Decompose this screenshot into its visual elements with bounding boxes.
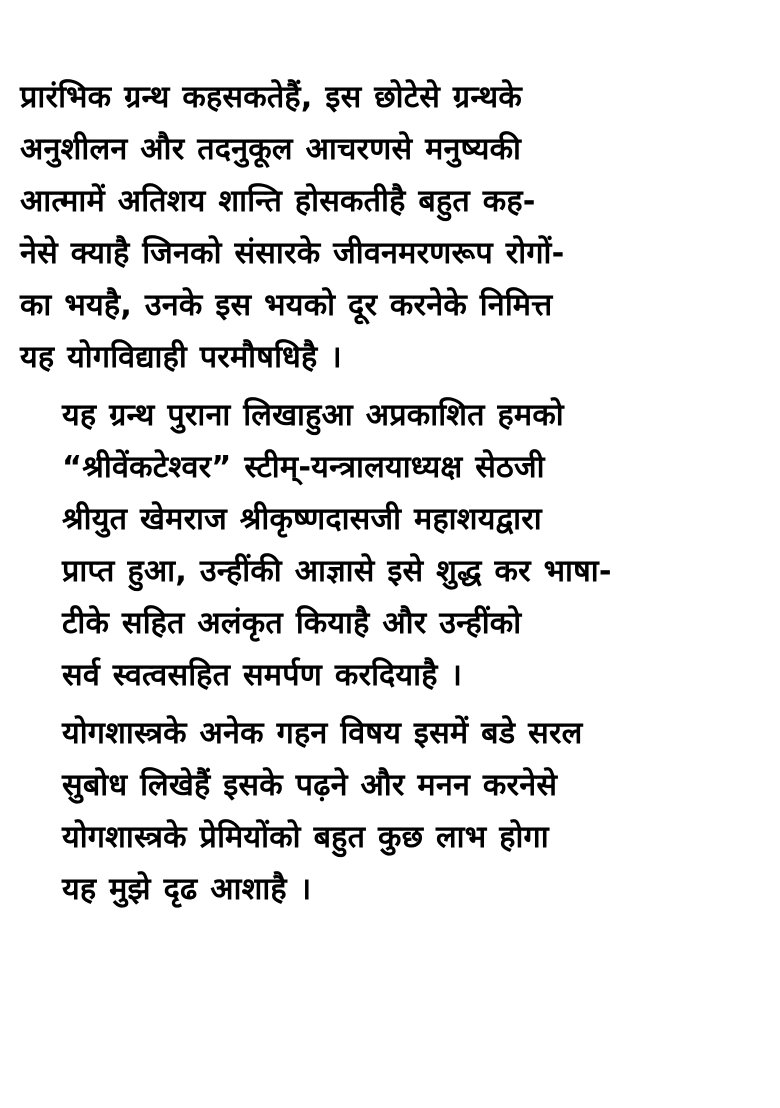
text-line: श्रीयुत खेमराज श्रीकृष्णदासजी महाशयद्वारा: [62, 502, 542, 537]
paragraph: [20, 390, 756, 702]
text-line: टीके सहित अलंकृत कियाहै और उन्हींको: [62, 606, 522, 641]
text-line: सुबोध लिखेहैं इसके पढ़ने और मनन करनेसे: [62, 768, 558, 803]
paragraph: [20, 72, 756, 384]
text-line: अनुशीलन और तदनुकूल आचरणसे मनुष्यकी: [20, 132, 522, 167]
text-line: सर्व स्वत्वसहित समर्पण करदियाहै ।: [62, 658, 463, 693]
text-line: यह योगविद्याही परमौषधिहै ।: [20, 340, 342, 375]
text-line: योगशास्त्रके प्रेमियोंको बहुत कुछ लाभ होगा: [62, 820, 549, 855]
text-line: प्राप्त हुआ, उन्हींकी आज्ञासे इसे शुद्ध कर भाषा-: [62, 554, 612, 589]
text-line: योगशास्त्रके अनेक गहन विषय इसमें बडे सरल: [62, 716, 583, 751]
text-line: आत्मामें अतिशय शान्ति होसकतीहै बहुत कह-: [20, 184, 536, 219]
body-text: [20, 72, 756, 916]
text-line: प्रारंभिक ग्रन्थ कहसकतेहैं, इस छोटेसे ग्रन्थके: [20, 80, 522, 115]
text-line: “श्रीवेंकटेश्वर” स्टीम्-यन्त्रालयाध्यक्ष सेठजी: [62, 450, 545, 485]
paragraph: [20, 708, 756, 916]
text-line: नेसे क्याहै जिनको संसारके जीवनमरणरूप रोगों-: [20, 236, 565, 271]
text-line: यह मुझे दृढ आशाहै ।: [62, 872, 312, 907]
text-line: यह ग्रन्थ पुराना लिखाहुआ अप्रकाशित हमको: [62, 398, 564, 433]
text-line: का भयहै, उनके इस भयको दूर करनेके निमित्त: [20, 288, 553, 323]
